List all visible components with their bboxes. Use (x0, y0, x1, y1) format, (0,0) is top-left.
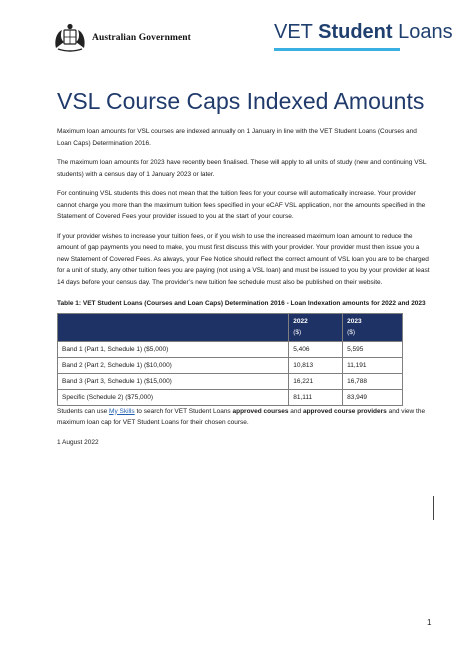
brand-loans: Loans (398, 21, 453, 43)
table-caption: Table 1: VET Student Loans (Courses and Loan Caps) Determination 2016 - Loan Indexation amounts for 2022 and 2023 (57, 300, 426, 307)
amount-2023: 11,191 (343, 357, 403, 373)
band-label: Band 3 (Part 3, Schedule 1) ($15,000) (58, 373, 289, 389)
paragraph-my-skills (57, 406, 432, 429)
table-row (58, 357, 403, 373)
document-date: 1 August 2022 (57, 438, 99, 446)
amount-2023: 5,595 (343, 341, 403, 357)
government-name: Australian Government (92, 33, 191, 43)
amount-2022: 10,813 (289, 357, 343, 373)
paragraph-intro: Maximum loan amounts for VSL courses are indexed annually on 1 January in line with the VET Student Loans (Courses and Loan Caps) Determination 2016. (57, 128, 417, 147)
header-unit: ($) (293, 329, 302, 336)
closing-text-1: Students can use (57, 407, 110, 415)
paragraph-2023-amounts: The maximum loan amounts for 2023 have recently been finalised. These will apply to all units of study (new and continuing VSL students) with a census day of 1 January 2023 or later. (57, 159, 427, 178)
brand-student: Student (318, 21, 393, 43)
header-cell-2023 (343, 313, 403, 341)
header-year: 2023 (347, 317, 362, 325)
page-title: VSL Course Caps Indexed Amounts (57, 88, 425, 114)
table-row (58, 389, 403, 405)
header-year: 2022 (293, 317, 308, 325)
band-label: Band 2 (Part 2, Schedule 1) ($10,000) (58, 357, 289, 373)
my-skills-link[interactable]: My Skills (109, 407, 135, 415)
table-header-row (58, 313, 403, 341)
header-cell-2022 (289, 313, 343, 341)
paragraph-fee-increase: If your provider wishes to increase your tuition fees, or if you wish to use the increased maximum loan amount to reduce the amount of gap payments you need to make, you must first discuss this with your provider. Your provider must then issue you a new Statement of Covered Fees. As always, your Fee Notice should reflect the correct amount of VSL loan you are to be charged for a unit of study, any other tuition fees you are paying (not using a VSL loan) and must be issued to you by your provider at least 14 days before your census day. The provider’s new tuition fee schedule must also be published on their website. (57, 232, 430, 286)
vet-student-loans-logo (274, 21, 453, 44)
text-cursor-line (433, 496, 434, 520)
band-label: Specific (Schedule 2) ($75,000) (58, 389, 289, 405)
page-number: 1 (427, 618, 432, 627)
paragraph-continuing-students: For continuing VSL students this does not mean that the tuition fees for your course will automatically increase. Your provider cannot charge you more than the maximum tuition fees specified in your eCAF VSL application, nor the amounts specified in the Statement of Covered Fees your provider issued to you at the start of your course. (57, 190, 426, 220)
header-cell-label (58, 313, 289, 341)
approved-courses-text: approved courses (232, 407, 289, 415)
header-unit: ($) (347, 329, 356, 336)
page-header (0, 0, 469, 70)
document-body (57, 126, 432, 456)
amount-2023: 16,788 (343, 373, 403, 389)
loan-indexation-table (57, 313, 403, 406)
band-label: Band 1 (Part 1, Schedule 1) ($5,000) (58, 341, 289, 357)
amount-2022: 5,406 (289, 341, 343, 357)
amount-2022: 16,221 (289, 373, 343, 389)
australian-government-logo (52, 22, 191, 54)
amount-2023: 83,949 (343, 389, 403, 405)
brand-vet: VET (274, 21, 313, 43)
closing-text-2: to search for VET Student Loans (134, 407, 233, 415)
table-row (58, 373, 403, 389)
amount-2022: 81,111 (289, 389, 343, 405)
closing-text-4: and view the maximum loan cap for VET Student Loans for their chosen course. (57, 407, 426, 426)
table-row (58, 341, 403, 357)
closing-text-3: and (288, 407, 303, 415)
coat-of-arms-icon (52, 22, 88, 54)
approved-providers-text: approved course providers (302, 407, 387, 415)
brand-underline (274, 48, 400, 51)
